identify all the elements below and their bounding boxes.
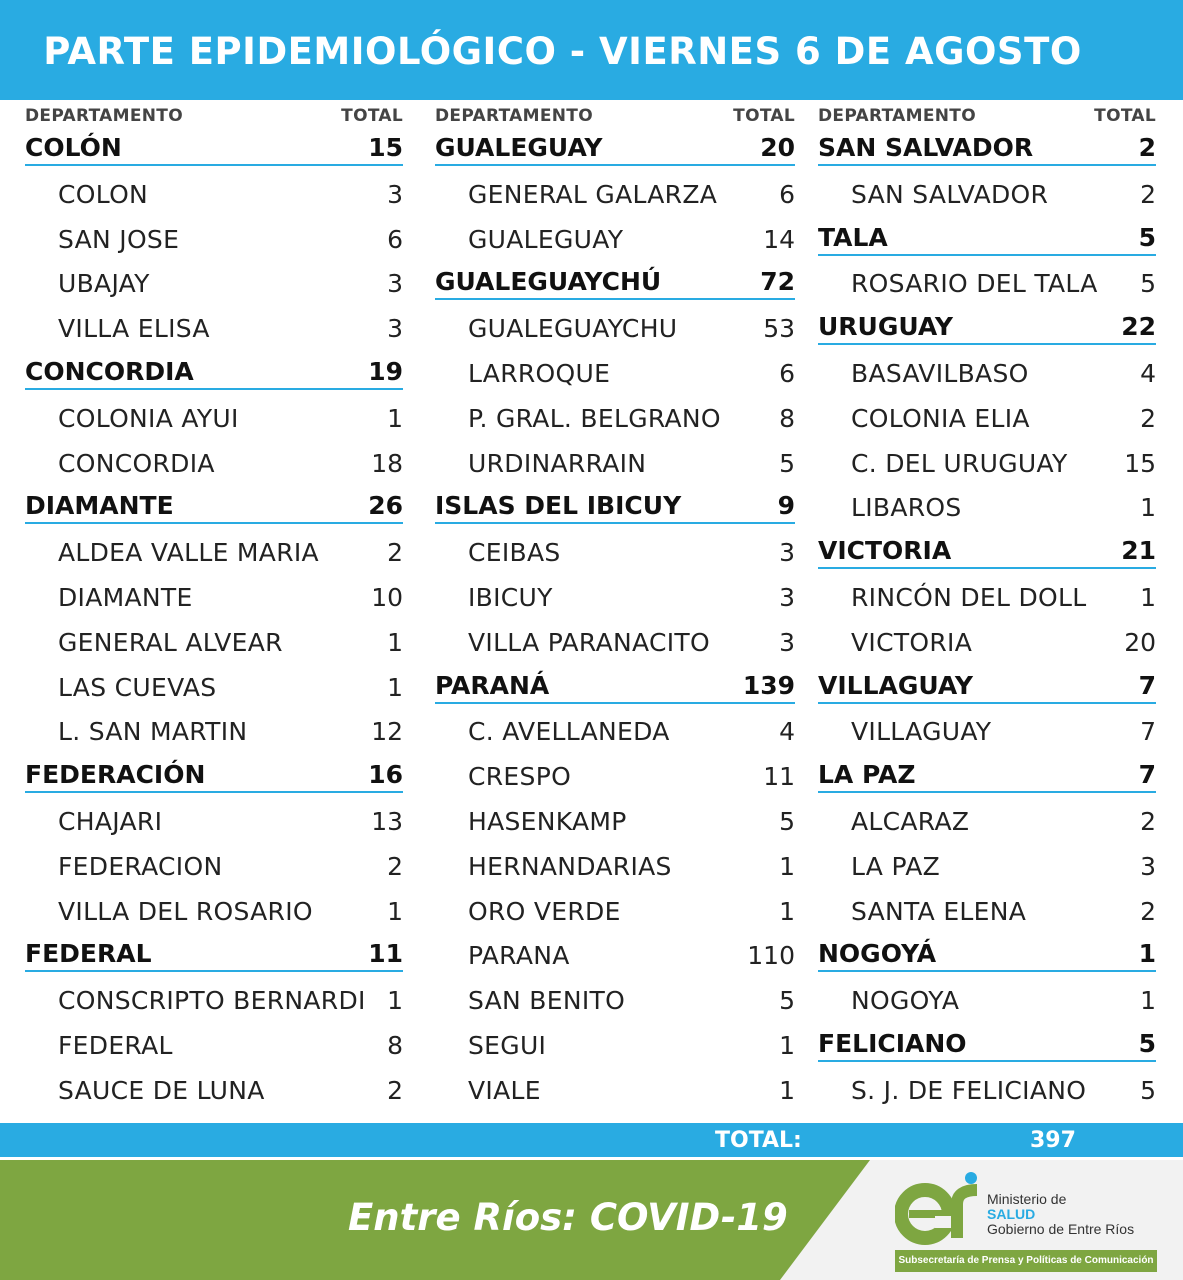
department-row xyxy=(818,132,1156,166)
locality-name: FEDERACION xyxy=(58,851,223,881)
locality-name: VICTORIA xyxy=(851,627,973,657)
locality-row xyxy=(818,1073,1156,1107)
locality-row xyxy=(25,266,403,300)
locality-row xyxy=(435,625,795,659)
locality-name: SANTA ELENA xyxy=(851,896,1027,926)
locality-row xyxy=(435,177,795,211)
department-total: 9 xyxy=(777,491,795,521)
locality-total: 7 xyxy=(1140,717,1156,747)
department-total: 2 xyxy=(1138,133,1156,162)
locality-name: RINCÓN DEL DOLL xyxy=(851,583,1087,612)
department-name: COLÓN xyxy=(25,133,122,162)
locality-name: S. J. DE FELICIANO xyxy=(851,1075,1087,1105)
locality-name: GENERAL GALARZA xyxy=(468,179,718,209)
locality-name: PARANA xyxy=(468,941,570,971)
department-row xyxy=(818,1028,1156,1062)
locality-name: VILLA ELISA xyxy=(58,314,210,344)
locality-row xyxy=(818,490,1156,524)
department-underline xyxy=(25,522,403,524)
department-underline xyxy=(818,254,1156,256)
locality-total: 1 xyxy=(387,672,403,702)
locality-total: 2 xyxy=(387,1075,403,1105)
locality-row xyxy=(25,311,403,345)
locality-name: CHAJARI xyxy=(58,807,163,836)
locality-name: VILLA DEL ROSARIO xyxy=(58,896,313,926)
page-title: PARTE EPIDEMIOLÓGICO - VIERNES 6 DE AGOSTO xyxy=(43,30,1082,73)
column-header-total: TOTAL xyxy=(341,106,403,126)
locality-row xyxy=(25,222,403,256)
locality-total: 10 xyxy=(371,583,403,612)
locality-row xyxy=(25,535,403,569)
column-3 xyxy=(818,100,1156,1120)
department-total: 5 xyxy=(1138,222,1156,252)
locality-name: UBAJAY xyxy=(58,269,150,299)
locality-total: 12 xyxy=(371,717,403,747)
locality-total: 3 xyxy=(387,314,403,344)
department-row xyxy=(435,490,795,524)
locality-total: 8 xyxy=(387,1031,403,1060)
locality-total: 1 xyxy=(1140,583,1156,612)
department-row xyxy=(435,266,795,300)
locality-total: 13 xyxy=(371,807,403,836)
department-row xyxy=(25,938,403,972)
department-underline xyxy=(25,970,403,972)
department-name: FEDERAL xyxy=(25,939,152,969)
department-underline xyxy=(818,970,1156,972)
logo-line-1: Ministerio de xyxy=(987,1191,1067,1207)
locality-row xyxy=(25,1073,403,1107)
department-total: 139 xyxy=(742,670,795,700)
column-2 xyxy=(435,100,795,1120)
locality-row xyxy=(435,938,795,972)
locality-total: 5 xyxy=(779,807,795,836)
locality-total: 8 xyxy=(779,403,795,433)
locality-total: 5 xyxy=(1140,1075,1156,1105)
department-total: 72 xyxy=(760,267,795,297)
locality-name: C. AVELLANEDA xyxy=(468,717,670,747)
locality-total: 3 xyxy=(387,269,403,299)
locality-name: SAN JOSE xyxy=(58,224,180,254)
locality-row xyxy=(435,356,795,390)
locality-total: 5 xyxy=(1140,269,1156,299)
department-name: FELICIANO xyxy=(818,1029,967,1058)
locality-row xyxy=(25,401,403,435)
department-total: 7 xyxy=(1138,760,1156,790)
column-header-department: DEPARTAMENTO xyxy=(818,106,976,126)
locality-row xyxy=(818,266,1156,300)
locality-total: 1 xyxy=(387,627,403,657)
department-underline xyxy=(818,1060,1156,1062)
locality-total: 2 xyxy=(1140,896,1156,926)
logo-text xyxy=(987,1192,1134,1237)
department-name: CONCORDIA xyxy=(25,357,194,386)
locality-row xyxy=(435,714,795,748)
locality-name: COLONIA AYUI xyxy=(58,403,239,433)
locality-name: VIALE xyxy=(468,1075,541,1105)
locality-row xyxy=(818,177,1156,211)
department-row xyxy=(25,132,403,166)
locality-row xyxy=(435,759,795,793)
locality-row xyxy=(25,983,403,1017)
department-row xyxy=(435,132,795,166)
department-total: 11 xyxy=(368,939,403,969)
locality-total: 6 xyxy=(779,359,795,388)
department-underline xyxy=(818,567,1156,569)
department-underline xyxy=(818,702,1156,704)
department-underline xyxy=(25,388,403,390)
locality-name: VILLAGUAY xyxy=(851,717,992,747)
locality-total: 3 xyxy=(387,179,403,209)
department-total: 22 xyxy=(1121,312,1156,342)
locality-row xyxy=(818,446,1156,480)
locality-total: 5 xyxy=(779,986,795,1016)
locality-name: BASAVILBASO xyxy=(851,359,1029,388)
locality-name: HASENKAMP xyxy=(468,807,627,836)
department-name: URUGUAY xyxy=(818,312,953,342)
locality-name: SAUCE DE LUNA xyxy=(58,1075,265,1105)
locality-row xyxy=(435,446,795,480)
locality-total: 2 xyxy=(1140,807,1156,836)
grand-total-label: TOTAL: xyxy=(715,1128,802,1153)
department-name: SAN SALVADOR xyxy=(818,133,1034,162)
column-header-department: DEPARTAMENTO xyxy=(25,106,183,126)
department-underline xyxy=(818,164,1156,166)
locality-name: P. GRAL. BELGRANO xyxy=(468,403,721,433)
department-underline xyxy=(435,522,795,524)
locality-row xyxy=(25,580,403,614)
locality-total: 1 xyxy=(779,1031,795,1060)
locality-row xyxy=(25,670,403,704)
locality-row xyxy=(435,849,795,883)
column-header-total: TOTAL xyxy=(1094,106,1156,126)
department-underline xyxy=(25,791,403,793)
department-name: DIAMANTE xyxy=(25,491,174,521)
department-underline xyxy=(435,298,795,300)
locality-total: 53 xyxy=(763,314,795,344)
department-name: GUALEGUAYCHÚ xyxy=(435,267,662,297)
locality-total: 3 xyxy=(1140,851,1156,881)
locality-total: 6 xyxy=(387,224,403,254)
department-total: 5 xyxy=(1138,1029,1156,1058)
department-row xyxy=(25,356,403,390)
department-name: PARANÁ xyxy=(435,670,550,700)
locality-row xyxy=(818,356,1156,390)
locality-row xyxy=(25,177,403,211)
grand-total-bar xyxy=(0,1123,1183,1157)
column-header-total: TOTAL xyxy=(733,106,795,126)
locality-name: C. DEL URUGUAY xyxy=(851,448,1068,478)
locality-row xyxy=(818,401,1156,435)
locality-row xyxy=(435,1028,795,1062)
locality-row xyxy=(818,804,1156,838)
locality-name: LIBAROS xyxy=(851,493,962,523)
locality-total: 1 xyxy=(387,896,403,926)
department-underline xyxy=(818,343,1156,345)
locality-total: 6 xyxy=(779,179,795,209)
locality-row xyxy=(25,714,403,748)
locality-total: 1 xyxy=(779,1075,795,1105)
locality-name: IBICUY xyxy=(468,583,553,612)
locality-name: SAN BENITO xyxy=(468,986,626,1016)
locality-name: NOGOYA xyxy=(851,986,960,1016)
department-row xyxy=(818,938,1156,972)
locality-name: ORO VERDE xyxy=(468,896,621,926)
locality-row xyxy=(435,580,795,614)
locality-name: CONSCRIPTO BERNARDI xyxy=(58,986,366,1016)
locality-total: 2 xyxy=(1140,403,1156,433)
locality-total: 1 xyxy=(779,896,795,926)
locality-total: 3 xyxy=(779,627,795,657)
department-total: 26 xyxy=(368,491,403,521)
department-name: VILLAGUAY xyxy=(818,670,973,700)
locality-total: 15 xyxy=(1124,448,1156,478)
locality-total: 1 xyxy=(779,851,795,881)
department-name: ISLAS DEL IBICUY xyxy=(435,491,682,521)
locality-row xyxy=(435,222,795,256)
department-total: 21 xyxy=(1121,536,1156,566)
locality-total: 5 xyxy=(779,448,795,478)
locality-total: 1 xyxy=(387,403,403,433)
locality-row xyxy=(435,401,795,435)
department-total: 1 xyxy=(1138,939,1156,969)
locality-total: 2 xyxy=(1140,179,1156,209)
locality-name: LARROQUE xyxy=(468,359,611,388)
column-header-department: DEPARTAMENTO xyxy=(435,106,593,126)
locality-total: 1 xyxy=(1140,493,1156,523)
header-banner xyxy=(0,0,1183,100)
locality-name: ROSARIO DEL TALA xyxy=(851,269,1098,299)
department-name: NOGOYÁ xyxy=(818,939,937,969)
locality-name: ALDEA VALLE MARIA xyxy=(58,538,319,568)
locality-row xyxy=(818,714,1156,748)
locality-row xyxy=(25,804,403,838)
department-underline xyxy=(435,164,795,166)
locality-name: COLONIA ELIA xyxy=(851,403,1030,433)
department-name: FEDERACIÓN xyxy=(25,760,206,790)
locality-name: VILLA PARANACITO xyxy=(468,627,710,657)
department-row xyxy=(818,311,1156,345)
logo-strip: Subsecretaría de Prensa y Políticas de Comunicación xyxy=(895,1250,1157,1272)
locality-total: 2 xyxy=(387,851,403,881)
department-total: 15 xyxy=(368,133,403,162)
locality-total: 1 xyxy=(1140,986,1156,1016)
locality-row xyxy=(818,983,1156,1017)
locality-name: URDINARRAIN xyxy=(468,448,647,478)
locality-name: LA PAZ xyxy=(851,851,941,881)
footer xyxy=(0,1160,1183,1280)
footer-tagline: Entre Ríos: COVID-19 xyxy=(348,1196,788,1239)
locality-row xyxy=(25,1028,403,1062)
locality-name: HERNANDARIAS xyxy=(468,851,672,881)
locality-row xyxy=(818,625,1156,659)
department-row xyxy=(25,759,403,793)
department-name: LA PAZ xyxy=(818,760,916,790)
ministry-logo xyxy=(895,1168,1165,1276)
locality-name: SAN SALVADOR xyxy=(851,179,1049,209)
locality-total: 4 xyxy=(1140,359,1156,388)
locality-row xyxy=(435,983,795,1017)
locality-row xyxy=(25,625,403,659)
department-row xyxy=(818,670,1156,704)
department-total: 20 xyxy=(760,133,795,162)
locality-row xyxy=(435,1073,795,1107)
locality-name: L. SAN MARTIN xyxy=(58,717,248,747)
locality-name: LAS CUEVAS xyxy=(58,672,217,702)
column-1 xyxy=(25,100,403,1120)
locality-name: CONCORDIA xyxy=(58,448,215,478)
locality-name: ALCARAZ xyxy=(851,807,970,836)
logo-line-2: SALUD xyxy=(987,1206,1036,1222)
locality-name: COLON xyxy=(58,179,149,209)
locality-row xyxy=(435,804,795,838)
locality-row xyxy=(818,849,1156,883)
department-total: 7 xyxy=(1138,670,1156,700)
er-logo-icon xyxy=(895,1168,985,1248)
department-underline xyxy=(818,791,1156,793)
locality-total: 20 xyxy=(1124,627,1156,657)
locality-total: 11 xyxy=(763,762,795,792)
locality-row xyxy=(25,446,403,480)
department-name: VICTORIA xyxy=(818,536,952,566)
logo-line-3: Gobierno de Entre Ríos xyxy=(987,1221,1135,1237)
department-row xyxy=(818,759,1156,793)
locality-name: DIAMANTE xyxy=(58,583,193,612)
locality-name: GUALEGUAYCHU xyxy=(468,314,678,344)
locality-total: 14 xyxy=(763,224,795,254)
locality-row xyxy=(818,894,1156,928)
locality-name: SEGUI xyxy=(468,1031,547,1060)
locality-name: GUALEGUAY xyxy=(468,224,624,254)
locality-name: CEIBAS xyxy=(468,538,561,568)
locality-row xyxy=(25,894,403,928)
department-name: TALA xyxy=(818,222,888,252)
department-row xyxy=(818,535,1156,569)
locality-name: FEDERAL xyxy=(58,1031,173,1060)
department-underline xyxy=(25,164,403,166)
locality-row xyxy=(435,535,795,569)
locality-name: GENERAL ALVEAR xyxy=(58,627,283,657)
locality-name: CRESPO xyxy=(468,762,572,792)
department-row xyxy=(818,222,1156,256)
locality-total: 2 xyxy=(387,538,403,568)
department-underline xyxy=(435,702,795,704)
department-row xyxy=(435,670,795,704)
locality-total: 3 xyxy=(779,538,795,568)
department-total: 16 xyxy=(368,760,403,790)
department-name: GUALEGUAY xyxy=(435,133,603,162)
locality-total: 110 xyxy=(747,941,795,971)
locality-total: 1 xyxy=(387,986,403,1016)
department-total: 19 xyxy=(368,357,403,386)
locality-total: 3 xyxy=(779,583,795,612)
locality-total: 4 xyxy=(779,717,795,747)
locality-row xyxy=(435,311,795,345)
department-row xyxy=(25,490,403,524)
locality-row xyxy=(818,580,1156,614)
locality-row xyxy=(435,894,795,928)
grand-total-value: 397 xyxy=(1030,1128,1076,1153)
locality-row xyxy=(25,849,403,883)
locality-total: 18 xyxy=(371,448,403,478)
